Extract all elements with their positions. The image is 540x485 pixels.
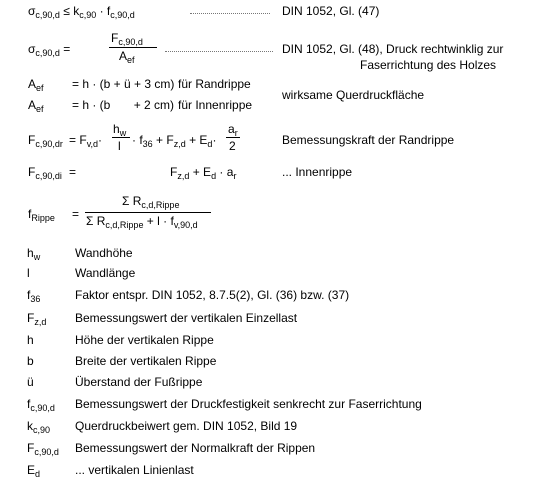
leq-operator: ≤ xyxy=(63,4,70,18)
ar-symbol: a xyxy=(228,122,235,136)
legend-symbol-subscript: z,d xyxy=(34,317,47,327)
legend-symbol-main: h xyxy=(27,246,34,260)
k-symbol: k xyxy=(73,4,80,18)
fz-subscript: z,d xyxy=(177,171,190,181)
legend-symbol-subscript: c,90 xyxy=(33,425,51,435)
multiply-dot: · xyxy=(99,4,104,18)
ed-subscript: d xyxy=(211,171,217,181)
legend-symbol xyxy=(27,441,59,456)
legend-symbol-subscript: 36 xyxy=(30,294,41,304)
fv-subscript: v,90,d xyxy=(173,220,198,230)
k-subscript: c,90 xyxy=(79,10,97,20)
legend-description: Überstand der Fußrippe xyxy=(75,375,203,389)
equals-sign: = xyxy=(63,42,71,56)
sum-r-subscript: c,d,Rippe xyxy=(105,220,144,230)
ed-subscript: d xyxy=(207,139,213,149)
l-denominator: l xyxy=(118,139,121,153)
f36-symbol: · f xyxy=(132,133,143,147)
frippe-lhs xyxy=(28,207,55,222)
legend-symbol-subscript: d xyxy=(35,469,41,479)
f-subscript: c,90,d xyxy=(110,10,135,20)
legend-symbol xyxy=(27,246,40,261)
reference-48-line2: Faserrichtung des Holzes xyxy=(360,58,497,72)
ar-subscript: r xyxy=(233,171,237,181)
legend-symbol xyxy=(27,333,34,347)
aef-innenrippe xyxy=(28,98,44,113)
formula-48-lhs xyxy=(28,42,70,57)
legend-description: Querdruckbeiwert gem. DIN 1052, Bild 19 xyxy=(75,419,298,433)
legend-symbol-subscript: c,90,d xyxy=(34,447,59,457)
frippe-eq: = xyxy=(72,207,80,221)
legend-symbol-main: ü xyxy=(27,375,34,389)
formula-47 xyxy=(28,4,135,19)
fv-symbol: + l · f xyxy=(146,214,174,228)
aef-description: wirksame Querdruckfläche xyxy=(282,88,425,102)
frippe-denominator xyxy=(86,214,198,229)
sigma-symbol: σ xyxy=(28,4,36,18)
f-symbol: f xyxy=(106,4,111,18)
legend-description: Wandhöhe xyxy=(75,246,133,260)
aef-symbol: A xyxy=(28,98,37,112)
fv-subscript: v,d xyxy=(86,139,99,149)
legend-description: ... vertikalen Linienlast xyxy=(75,463,194,477)
legend-symbol-main: E xyxy=(27,463,36,477)
ar-numerator xyxy=(228,122,238,137)
fdi-rhs xyxy=(170,165,236,180)
legend-symbol-main: F xyxy=(27,441,35,455)
ar-subscript: r xyxy=(234,128,238,138)
sum-r-subscript: c,d,Rippe xyxy=(141,200,180,210)
f-symbol: F xyxy=(28,165,36,179)
aef-randrippe xyxy=(28,77,44,92)
legend-description: Breite der vertikalen Rippe xyxy=(75,354,217,368)
frippe-numerator xyxy=(122,194,179,209)
hw-numerator xyxy=(113,122,126,137)
legend-description: Bemessungswert der Normalkraft der Rippen xyxy=(75,441,316,455)
legend-symbol xyxy=(27,397,55,412)
sum-r-symbol: Σ R xyxy=(86,214,106,228)
legend-symbol xyxy=(27,354,34,368)
aef-randrippe-rhs: = h · (b + ü + 3 cm) xyxy=(72,77,175,91)
aef-subscript: ef xyxy=(36,83,44,93)
numerator-symbol: F xyxy=(111,31,119,45)
legend-symbol-main: h xyxy=(27,333,34,347)
fraction-line xyxy=(109,47,157,48)
legend-symbol xyxy=(27,463,40,478)
legend-symbol-main: f xyxy=(27,288,31,302)
legend-symbol-main: F xyxy=(27,311,35,325)
ed-symbol: + E xyxy=(189,133,208,147)
legend-symbol-subscript: c,90,d xyxy=(30,403,55,413)
legend-symbol-main: f xyxy=(27,397,31,411)
fz-subscript: z,d xyxy=(173,139,186,149)
legend-symbol xyxy=(27,266,30,280)
denominator-subscript: ef xyxy=(127,55,135,65)
f-subscript: c,90,dr xyxy=(35,139,63,149)
fdr-rhs-part1 xyxy=(69,133,102,148)
fz-symbol: F xyxy=(170,165,178,179)
legend-symbol-main: k xyxy=(27,419,33,433)
fz-symbol: + F xyxy=(156,133,174,147)
aef-symbol: A xyxy=(28,77,37,91)
legend-description: Bemessungswert der Druckfestigkeit senkrecht zur Faserrichtung xyxy=(75,397,422,411)
aef-innenrippe-note: für Innenrippe xyxy=(178,98,253,112)
fraction-line xyxy=(85,212,211,213)
legend-symbol xyxy=(27,288,40,303)
hw-subscript: w xyxy=(119,128,127,138)
reference-48-line1: DIN 1052, Gl. (48), Druck rechtwinklig zur xyxy=(282,42,504,56)
f36-subscript: 36 xyxy=(142,139,153,149)
legend-symbol xyxy=(27,375,34,389)
multiply-dot: · xyxy=(98,133,103,147)
formula-48-denominator xyxy=(119,49,135,64)
fraction-line xyxy=(112,137,130,138)
legend-description: Wandlänge xyxy=(75,266,136,280)
sum-r-symbol: Σ R xyxy=(122,194,142,208)
leader-dots xyxy=(190,13,270,14)
legend-symbol xyxy=(27,419,50,434)
multiply-dot: · xyxy=(212,133,217,147)
sigma-subscript: c,90,d xyxy=(35,10,60,20)
legend-description: Höhe der vertikalen Rippe xyxy=(75,333,214,347)
fdi-eq: = xyxy=(69,165,77,179)
fdi-lhs xyxy=(28,165,62,180)
ar-denominator: 2 xyxy=(229,139,236,153)
legend-symbol-main: l xyxy=(27,266,30,280)
fdr-lhs xyxy=(28,133,63,148)
fdi-description: ... Innenrippe xyxy=(282,165,353,179)
numerator-subscript: c,90,d xyxy=(118,37,143,47)
denominator-symbol: A xyxy=(119,49,128,63)
f-symbol: f xyxy=(28,207,32,221)
aef-subscript: ef xyxy=(36,104,44,114)
reference-47: DIN 1052, Gl. (47) xyxy=(282,4,380,18)
equals-sign: = xyxy=(69,133,77,147)
fv-symbol: F xyxy=(79,133,87,147)
legend-description: Faktor entspr. DIN 1052, 8.7.5(2), Gl. (36) bzw. (37) xyxy=(75,288,350,302)
aef-randrippe-note: für Randrippe xyxy=(178,77,251,91)
formula-48-numerator xyxy=(111,31,143,46)
aef-innenrippe-rhs: = h · (b + 2 cm) xyxy=(72,98,175,112)
f-subscript: c,90,di xyxy=(35,171,62,181)
sigma-symbol: σ xyxy=(28,42,36,56)
sigma-subscript: c,90,d xyxy=(35,48,60,58)
fdr-description: Bemessungskraft der Randrippe xyxy=(282,133,455,147)
f-subscript: Rippe xyxy=(31,213,55,223)
legend-description: Bemessungswert der vertikalen Einzellast xyxy=(75,311,298,325)
legend-symbol-main: b xyxy=(27,354,34,368)
leader-dots xyxy=(165,51,273,52)
ed-symbol: + E xyxy=(192,165,212,179)
ar-symbol: · a xyxy=(219,165,234,179)
legend-symbol-subscript: w xyxy=(33,252,41,262)
hw-symbol: h xyxy=(113,122,120,136)
fdr-rhs-part2 xyxy=(132,133,216,148)
f-symbol: F xyxy=(28,133,36,147)
fraction-line xyxy=(226,137,240,138)
legend-symbol xyxy=(27,311,46,326)
